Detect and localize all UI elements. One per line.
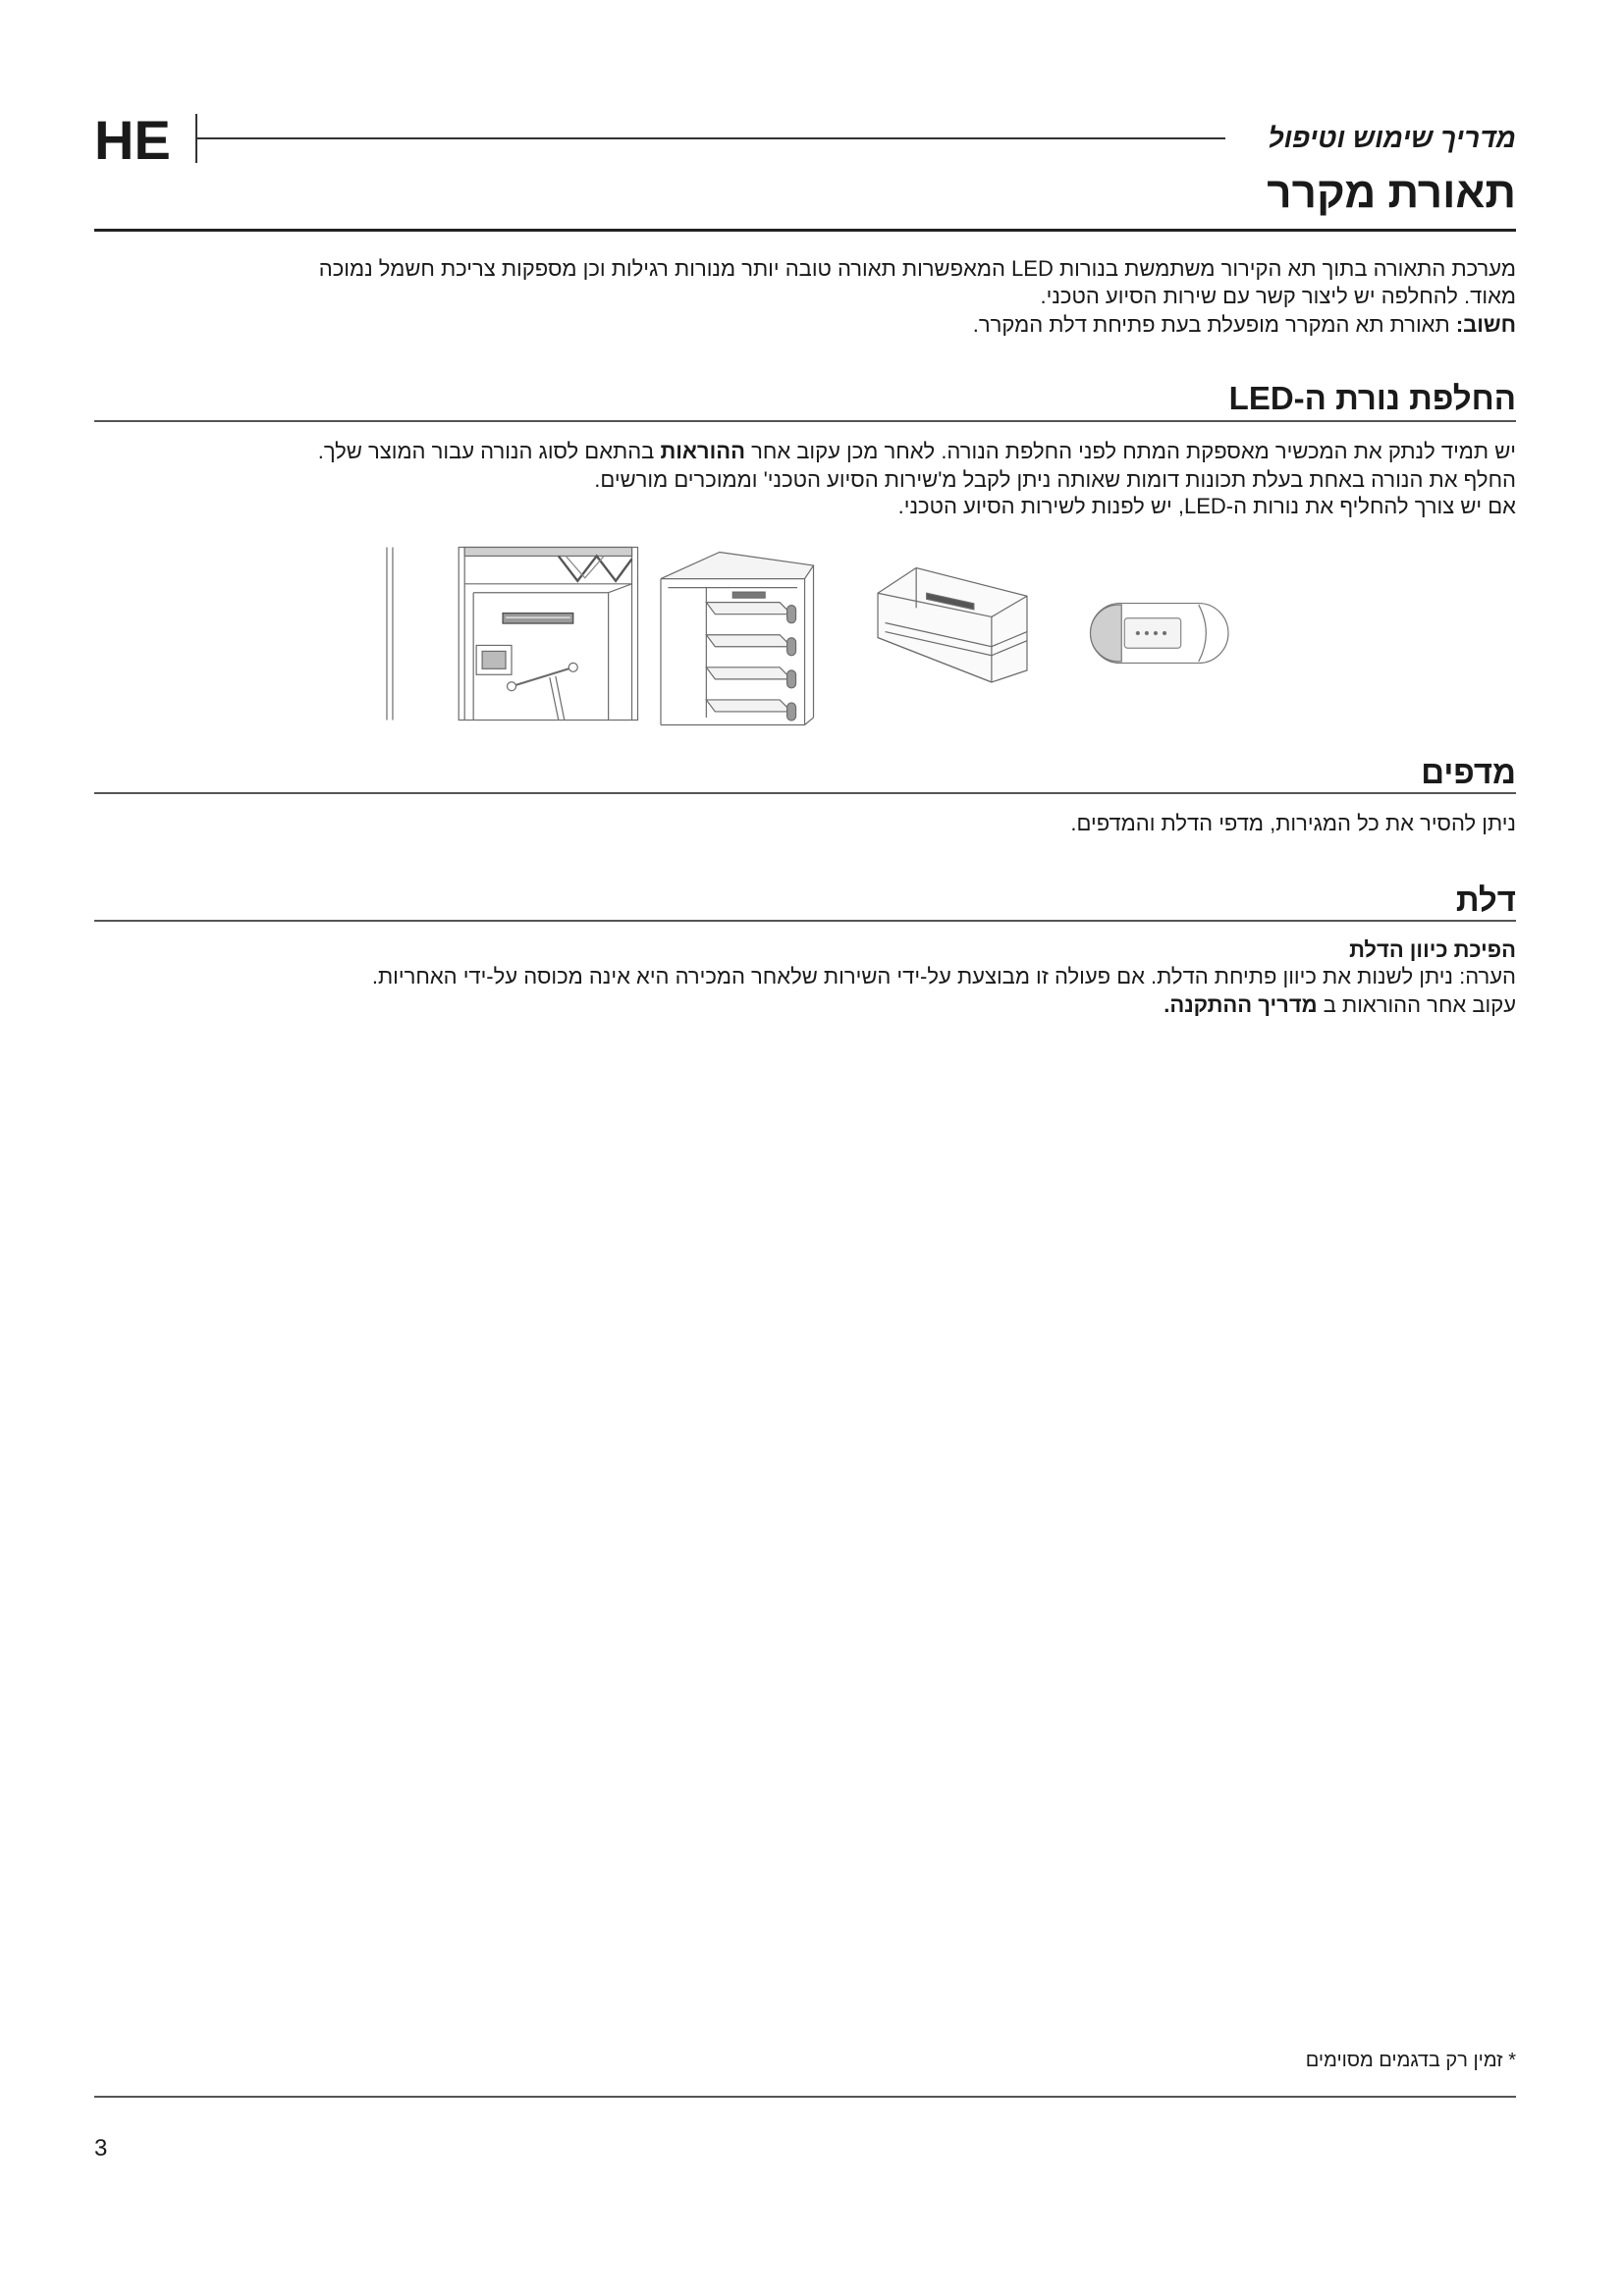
led-line-3: אם יש צורך להחליף את נורות ה-LED, יש לפנות לשירות הסיוע הטכני. [897,494,1516,518]
page-title: תאורת מקרר [1267,169,1516,217]
door-reversal-subheading: הפיכת כיוון הדלת [1349,937,1516,962]
led-line-1-start: יש תמיד לנתק את המכשיר מאספקת המתח לפני החלפת הנורה. לאחר מכן עקוב אחר [751,439,1516,463]
shelves-section-heading: מדפים [1421,754,1516,790]
guide-title: מדריך שימוש וטיפול [1268,123,1516,153]
led-line-2: החלף את הנורה באחת בעלת תכונות דומות שאותה ניתן לקבל מ'שירות הסיוע הטכני' וממוכרים מורשים. [594,467,1516,492]
led-section-heading: החלפת נורת ה-LED [1228,380,1516,416]
door-line-2-start: עקוב אחר ההוראות ב [1323,992,1516,1017]
title-rule [94,229,1516,232]
page-number: 3 [94,2135,108,2162]
footnote: * זמין רק בדגמים מסוימים [1305,2050,1516,2071]
led-line-1 [94,438,1516,465]
door-line-2 [94,991,1516,1019]
important-text: תאורת תא המקרר מופעלת בעת פתיחת דלת המקרר. [972,312,1450,337]
important-label: חשוב: [1455,312,1516,337]
led-lamp-illustration [1086,599,1231,667]
door-interior-light-illustration [384,546,639,724]
language-code: HE [94,109,171,171]
drawer-cabinet-illustration [658,548,815,726]
door-section-rule [94,920,1516,922]
footer-rule [94,2096,1516,2098]
intro-important-line [94,311,1516,339]
shelves-text: ניתן להסיר את כל המגירות, מדפי הדלת והמדפים. [1070,811,1516,835]
door-section-heading: דלת [1455,881,1516,918]
intro-line-1: מערכת התאורה בתוך תא הקירור משתמשת בנורות LED המאפשרות תאורה טובה יותר מנורות רגילות וכן מספקות צריכת חשמל נמוכה [318,256,1516,281]
door-note: הערה: ניתן לשנות את כיוון פתיחת הדלת. אם פעולה זו מבוצעת על-ידי השירות שלאחר המכירה היא אינה מכוסה על-ידי האחריות. [371,964,1516,988]
header-divider-line [196,137,1225,139]
installation-guide-reference: מדריך ההתקנה. [1164,992,1318,1017]
intro-line-2: מאוד. להחלפה יש ליצור קשר עם שירות הסיוע הטכני. [1040,284,1516,308]
shelf-light-illustration [869,563,1030,685]
instructions-emphasis: ההוראות [660,439,745,463]
led-section-rule [94,420,1516,422]
shelves-section-rule [94,792,1516,794]
led-line-1-end: בהתאם לסוג הנורה עבור המוצר שלך. [317,439,655,463]
